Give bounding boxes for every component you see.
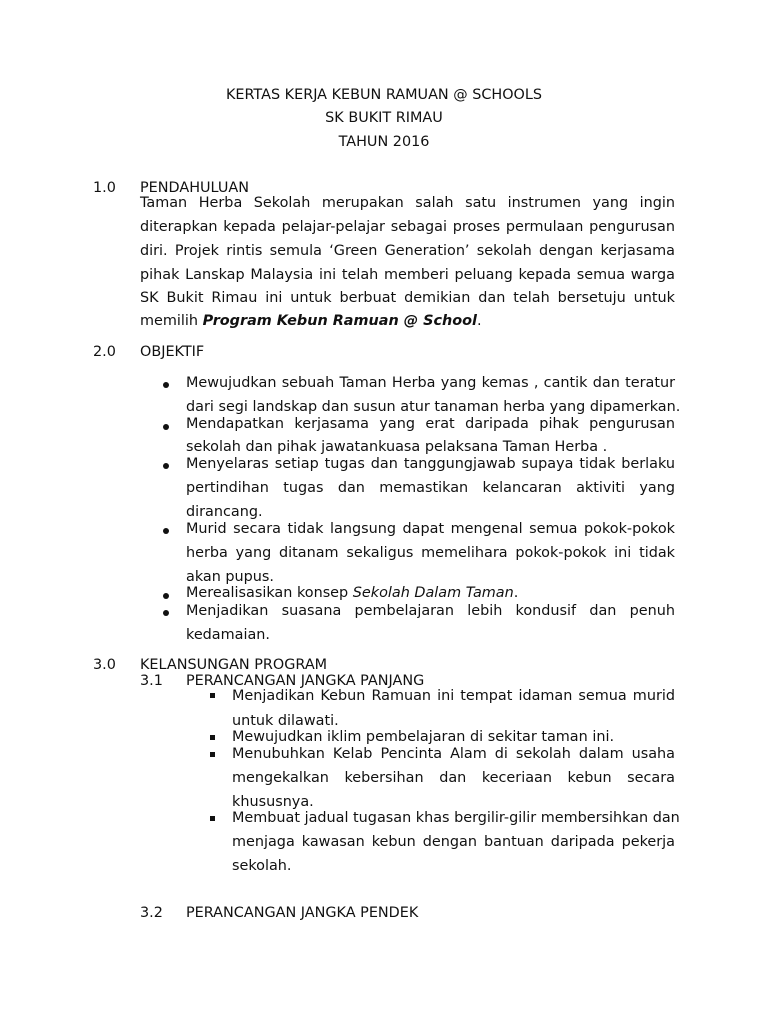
subsection-3-2-number: 3.2 bbox=[140, 905, 163, 921]
objective-6-line-2: kedamaian. bbox=[186, 627, 270, 643]
year-heading: TAHUN 2016 bbox=[338, 134, 430, 150]
bullet-dot bbox=[163, 528, 169, 534]
objective-5-emphasis: Sekolah Dalam Taman bbox=[352, 585, 514, 601]
bullet-dot bbox=[163, 382, 169, 388]
long-term-3-line-2: mengekalkan kebersihan dan keceriaan kebun secara bbox=[232, 770, 675, 786]
objective-1-line-1: Mewujudkan sebuah Taman Herba yang kemas , cantik dan teratur bbox=[186, 375, 675, 391]
long-term-2: Mewujudkan iklim pembelajaran di sekitar taman ini. bbox=[232, 729, 615, 745]
section-2-number: 2.0 bbox=[93, 344, 116, 360]
subsection-3-2-title: PERANCANGAN JANGKA PENDEK bbox=[186, 905, 419, 921]
objective-2-line-1: Mendapatkan kerjasama yang erat daripada pihak pengurusan bbox=[186, 416, 675, 432]
square-bullet bbox=[210, 816, 215, 821]
s1-line-1: Taman Herba Sekolah merupakan salah satu instrumen yang ingin bbox=[140, 195, 675, 211]
section-1-number: 1.0 bbox=[93, 180, 116, 196]
long-term-4-line-1: Membuat jadual tugasan khas bergilir-gilir membersihkan dan bbox=[232, 810, 680, 826]
subsection-3-1-title: PERANCANGAN JANGKA PANJANG bbox=[186, 673, 425, 689]
section-3-title: KELANSUNGAN PROGRAM bbox=[140, 657, 328, 673]
long-term-1-line-1: Menjadikan Kebun Ramuan ini tempat idaman semua murid bbox=[232, 688, 675, 704]
long-term-4-line-3: sekolah. bbox=[232, 858, 292, 874]
objective-5 bbox=[186, 585, 518, 601]
subsection-3-1-number: 3.1 bbox=[140, 673, 163, 689]
square-bullet bbox=[210, 693, 215, 698]
bullet-dot bbox=[163, 424, 169, 430]
school-name: SK BUKIT RIMAU bbox=[325, 110, 443, 126]
bullet-dot bbox=[163, 610, 169, 616]
section-2-title: OBJEKTIF bbox=[140, 344, 205, 360]
s1-line-2: diterapkan kepada pelajar-pelajar sebagai proses permulaan pengurusan bbox=[140, 219, 675, 235]
objective-2-line-2: sekolah dan pihak jawatankuasa pelaksana Taman Herba . bbox=[186, 439, 608, 455]
program-name-emphasis: Program Kebun Ramuan @ School bbox=[202, 313, 477, 329]
bullet-dot bbox=[163, 463, 169, 469]
objective-3-line-1: Menyelaras setiap tugas dan tanggungjawab supaya tidak berlaku bbox=[186, 456, 675, 472]
s1-line-6 bbox=[140, 313, 482, 329]
square-bullet bbox=[210, 752, 215, 757]
s1-line-5: SK Bukit Rimau ini untuk berbuat demikian dan telah bersetuju untuk bbox=[140, 290, 675, 306]
square-bullet bbox=[210, 735, 215, 740]
objective-4-line-3: akan pupus. bbox=[186, 569, 274, 585]
doc-title: KERTAS KERJA KEBUN RAMUAN @ SCHOOLS bbox=[225, 87, 543, 103]
objective-5-suffix: . bbox=[513, 585, 519, 601]
objective-1-line-2: dari segi landskap dan susun atur tanaman herba yang dipamerkan. bbox=[186, 399, 681, 415]
s1-line-4: pihak Lanskap Malaysia ini telah memberi peluang kepada semua warga bbox=[140, 267, 675, 283]
section-1-title: PENDAHULUAN bbox=[140, 180, 250, 196]
objective-6-line-1: Menjadikan suasana pembelajaran lebih kondusif dan penuh bbox=[186, 603, 675, 619]
long-term-3-line-3: khususnya. bbox=[232, 794, 314, 810]
long-term-3-line-1: Menubuhkan Kelab Pencinta Alam di sekolah dalam usaha bbox=[232, 746, 675, 762]
long-term-1-line-2: untuk dilawati. bbox=[232, 713, 339, 729]
s1-line-6-suffix: . bbox=[476, 313, 482, 329]
objective-3-line-2: pertindihan tugas dan memastikan kelancaran aktiviti yang bbox=[186, 480, 675, 496]
objective-5-prefix: Merealisasikan konsep bbox=[186, 585, 353, 601]
section-3-number: 3.0 bbox=[93, 657, 116, 673]
s1-line-3: diri. Projek rintis semula ‘Green Generation’ sekolah dengan kerjasama bbox=[140, 243, 675, 259]
objective-3-line-3: dirancang. bbox=[186, 504, 263, 520]
long-term-4-line-2: menjaga kawasan kebun dengan bantuan daripada pekerja bbox=[232, 834, 675, 850]
objective-4-line-2: herba yang ditanam sekaligus memelihara pokok-pokok ini tidak bbox=[186, 545, 675, 561]
bullet-dot bbox=[163, 593, 169, 599]
s1-line-6-prefix: memilih bbox=[140, 313, 203, 329]
objective-4-line-1: Murid secara tidak langsung dapat mengenal semua pokok-pokok bbox=[186, 521, 675, 537]
